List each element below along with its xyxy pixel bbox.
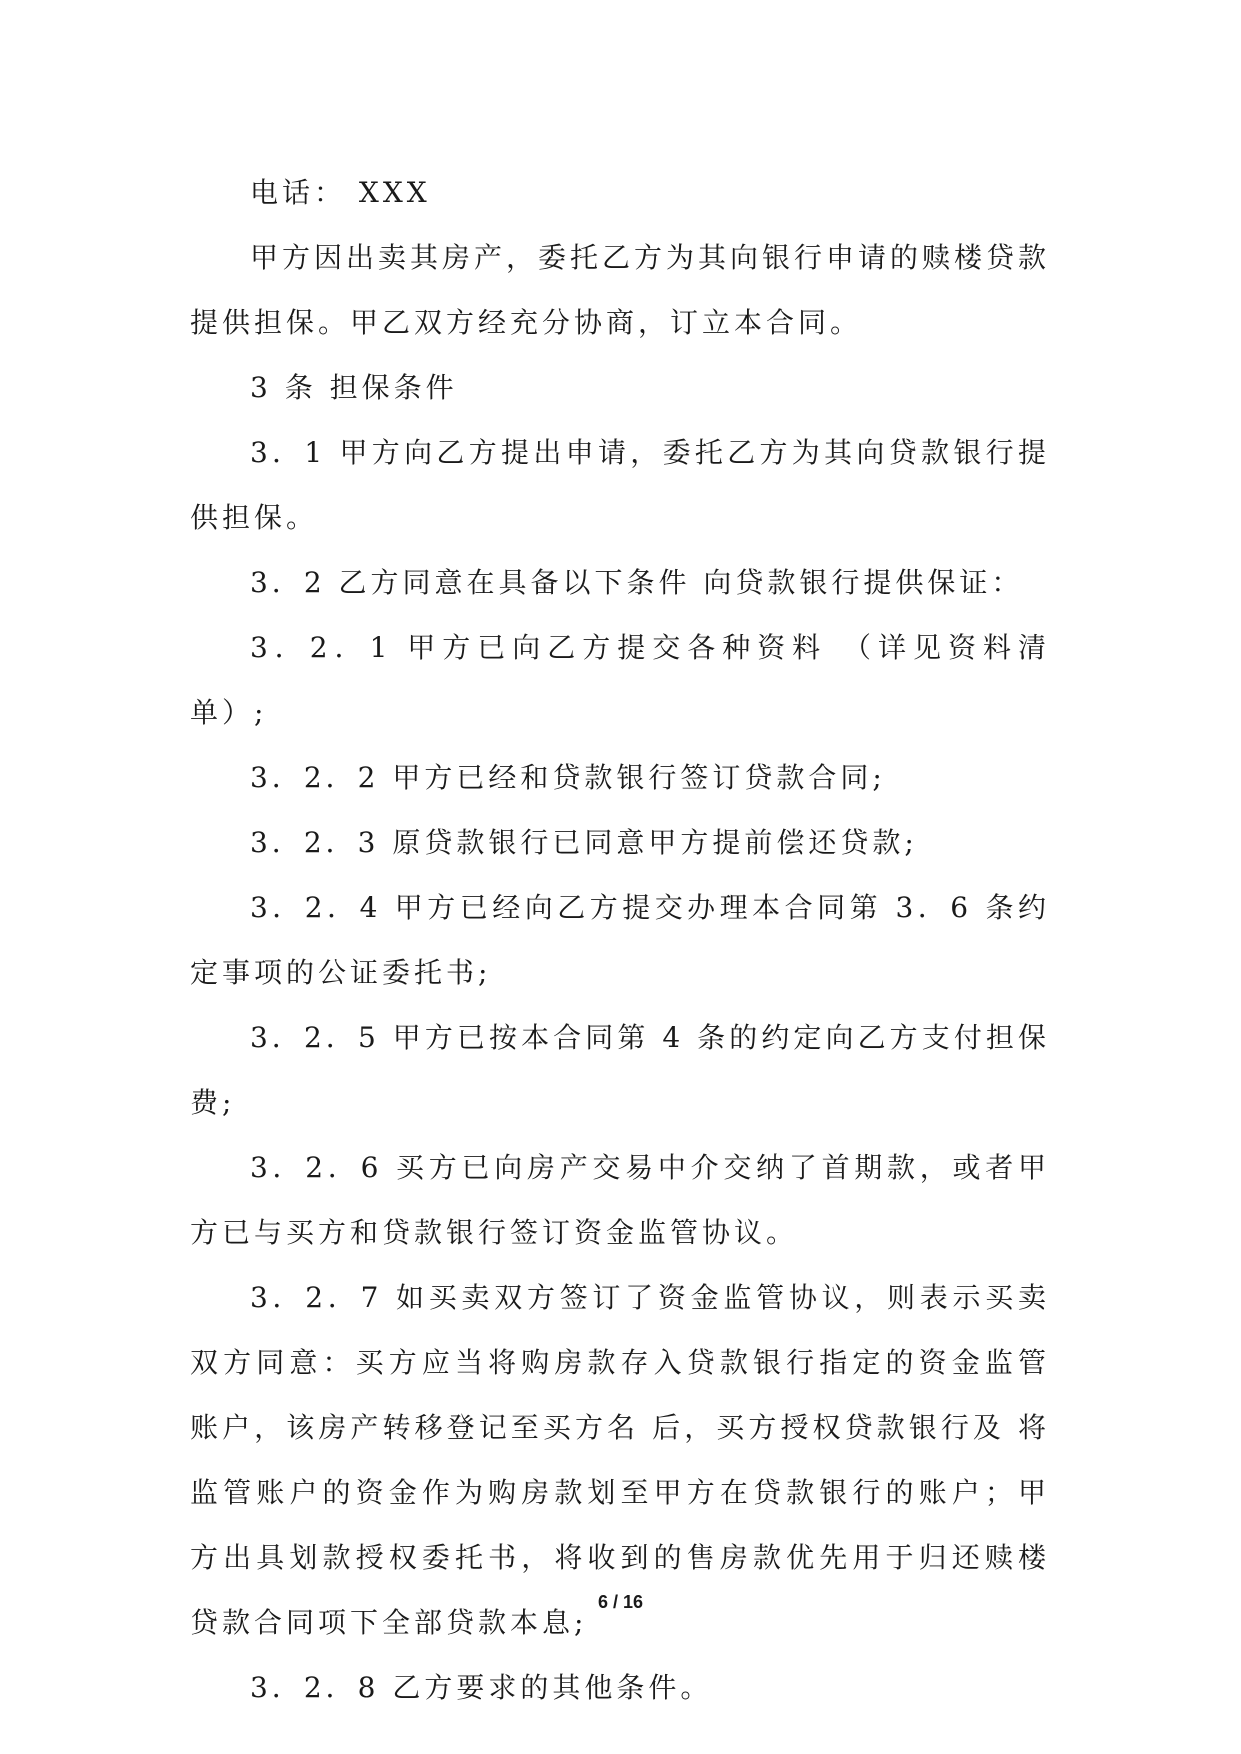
clause-3-2-4: 3．2．4 甲方已经向乙方提交办理本合同第 3．6 条约定事项的公证委托书; [190,891,1050,989]
clause-3-2-3: 3．2．3 原贷款银行已同意甲方提前偿还贷款; [250,826,918,859]
intro-paragraph: 甲方因出卖其房产，委托乙方为其向银行申请的赎楼贷款提供担保。甲乙双方经充分协商，订立本合同。 [190,241,1051,339]
clause-3-2: 3．2 乙方同意在具备以下条件 向贷款银行提供保证： [250,566,1024,599]
page-number: 6 / 16 [597,1592,644,1612]
clause-3-2-5: 3．2．5 甲方已按本合同第 4 条的约定向乙方支付担保费; [190,1021,1050,1119]
clause-3-2-1: 3．2．1 甲方已向乙方提交各种资料 （详见资料清单）; [190,631,1050,729]
section-heading-3: 3 条 担保条件 [250,371,458,404]
clause-3-2-8: 3．2．8 乙方要求的其他条件。 [250,1671,713,1704]
clause-3-1: 3．1 甲方向乙方提出申请，委托乙方为其向贷款银行提供担保。 [190,436,1050,534]
clause-3-2-6: 3．2．6 买方已向房产交易中介交纳了首期款，或者甲方已与买方和贷款银行签订资金监管协议。 [190,1151,1050,1249]
clause-3-2-7: 3．2．7 如买卖双方签订了资金监管协议，则表示买卖双方同意：买方应当将购房款存入贷款银行指定的资金监管账户，该房产转移登记至买方名 后，买方授权贷款银行及 将监管账户的资金作为购房款划至甲方在贷款银行的账户；甲方出具划款授权委托书，将收到的售房款优先用于归还赎楼贷款合同项下全部贷款本息; [190,1281,1050,1639]
phone-line: 电话： XXX [250,176,431,209]
document-body [190,160,1050,1720]
clause-3-2-2: 3．2．2 甲方已经和贷款银行签订贷款合同; [250,761,886,794]
